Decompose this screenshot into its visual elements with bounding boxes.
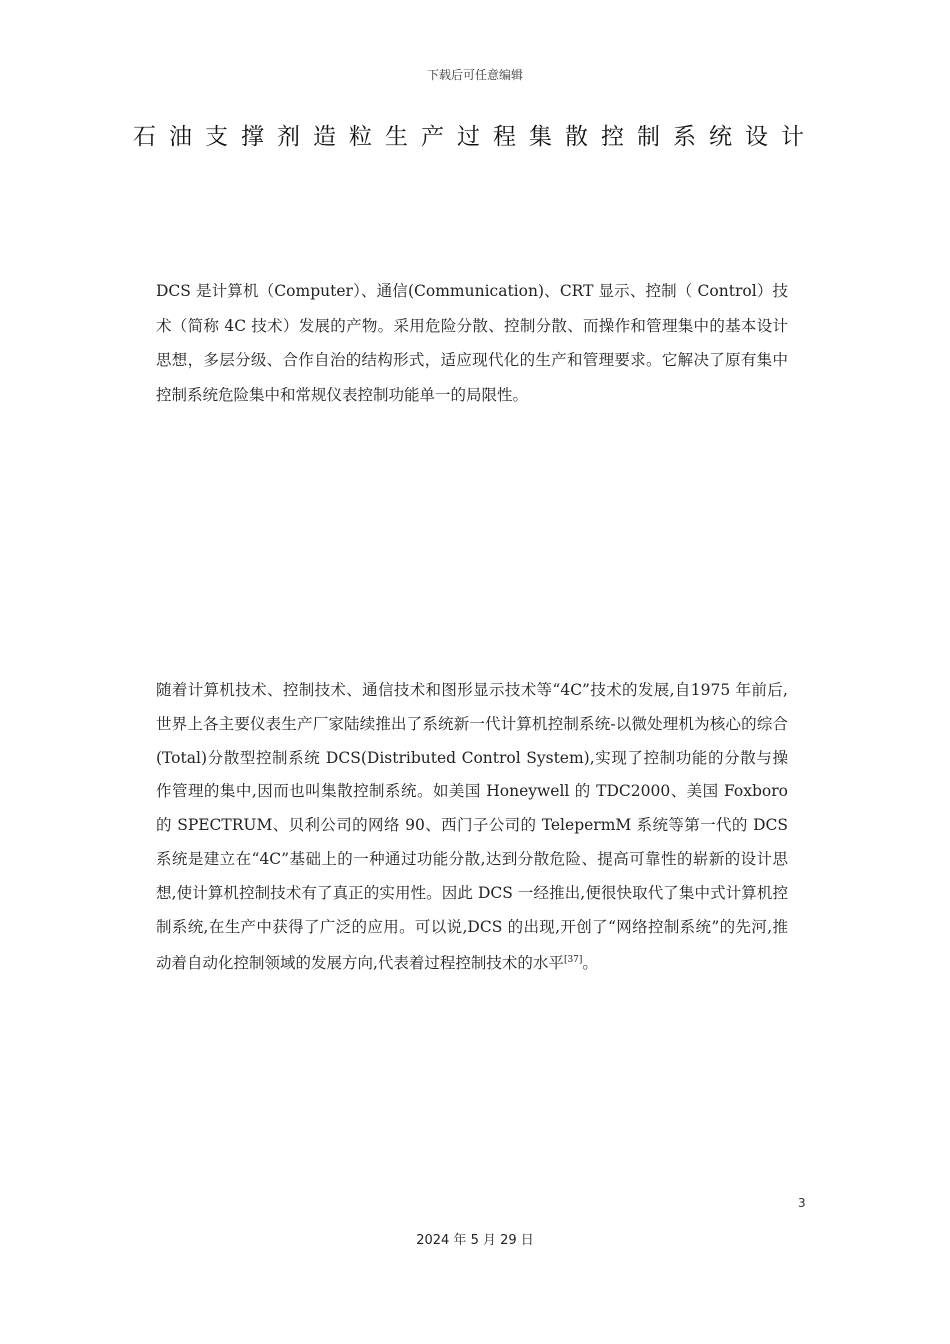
paragraph-end-punctuation: 。 (582, 954, 598, 973)
citation-reference: [37] (563, 955, 583, 966)
paragraph-dcs-history-text: 随着计算机技术、控制技术、通信技术和图形显示技术等“4C”技术的发展,自1975 年前后,世界上各主要仪表生产厂家陆续推出了系统新一代计算机控制系统-以微处理机为核心的综合(Total)分散型控制系统 DCS(Distributed Control System),实现了控制功能的分散与操作管理的集中,因而也叫集散控制系统。如美国 Honeywell 的 TDC2000、美国 Foxboro 的 SPECTRUM、贝利公司的网络 90、西门子公司的 TelepermM 系统等第一代的 DCS 系统是建立在“4C”基础上的一种通过功能分散,达到分散危险、提高可靠性的崭新的设计思想,使计算机控制技术有了真正的实用性。因此 DCS 一经推出,便很快取代了集中式计算机控制系统,在生产中获得了广泛的应用。可以说,DCS 的出现,开创了“网络控制系统”的先河,推动着自动化控制领域的发展方向,代表着过程控制技术的水平 (156, 681, 788, 973)
paragraph-dcs-history (156, 674, 788, 981)
paragraph-dcs-definition: DCS 是计算机（Computer）、通信(Communication)、CRT 显示、控制（ Control）技术（简称 4C 技术）发展的产物。采用危险分散、控制分散、而操作和管理集中的基本设计思想，多层分级、合作自治的结构形式，适应现代化的生产和管理要求。它解决了原有集中控制系统危险集中和常规仪表控制功能单一的局限性。 (156, 282, 788, 404)
document-title: 石油支撑剂造粒生产过程集散控制系统设计 (133, 124, 817, 150)
header-note: 下载后可任意编辑 (426, 68, 523, 82)
footer-date: 2024 年 5 月 29 日 (416, 1233, 534, 1248)
page-number: 3 (798, 1196, 806, 1210)
